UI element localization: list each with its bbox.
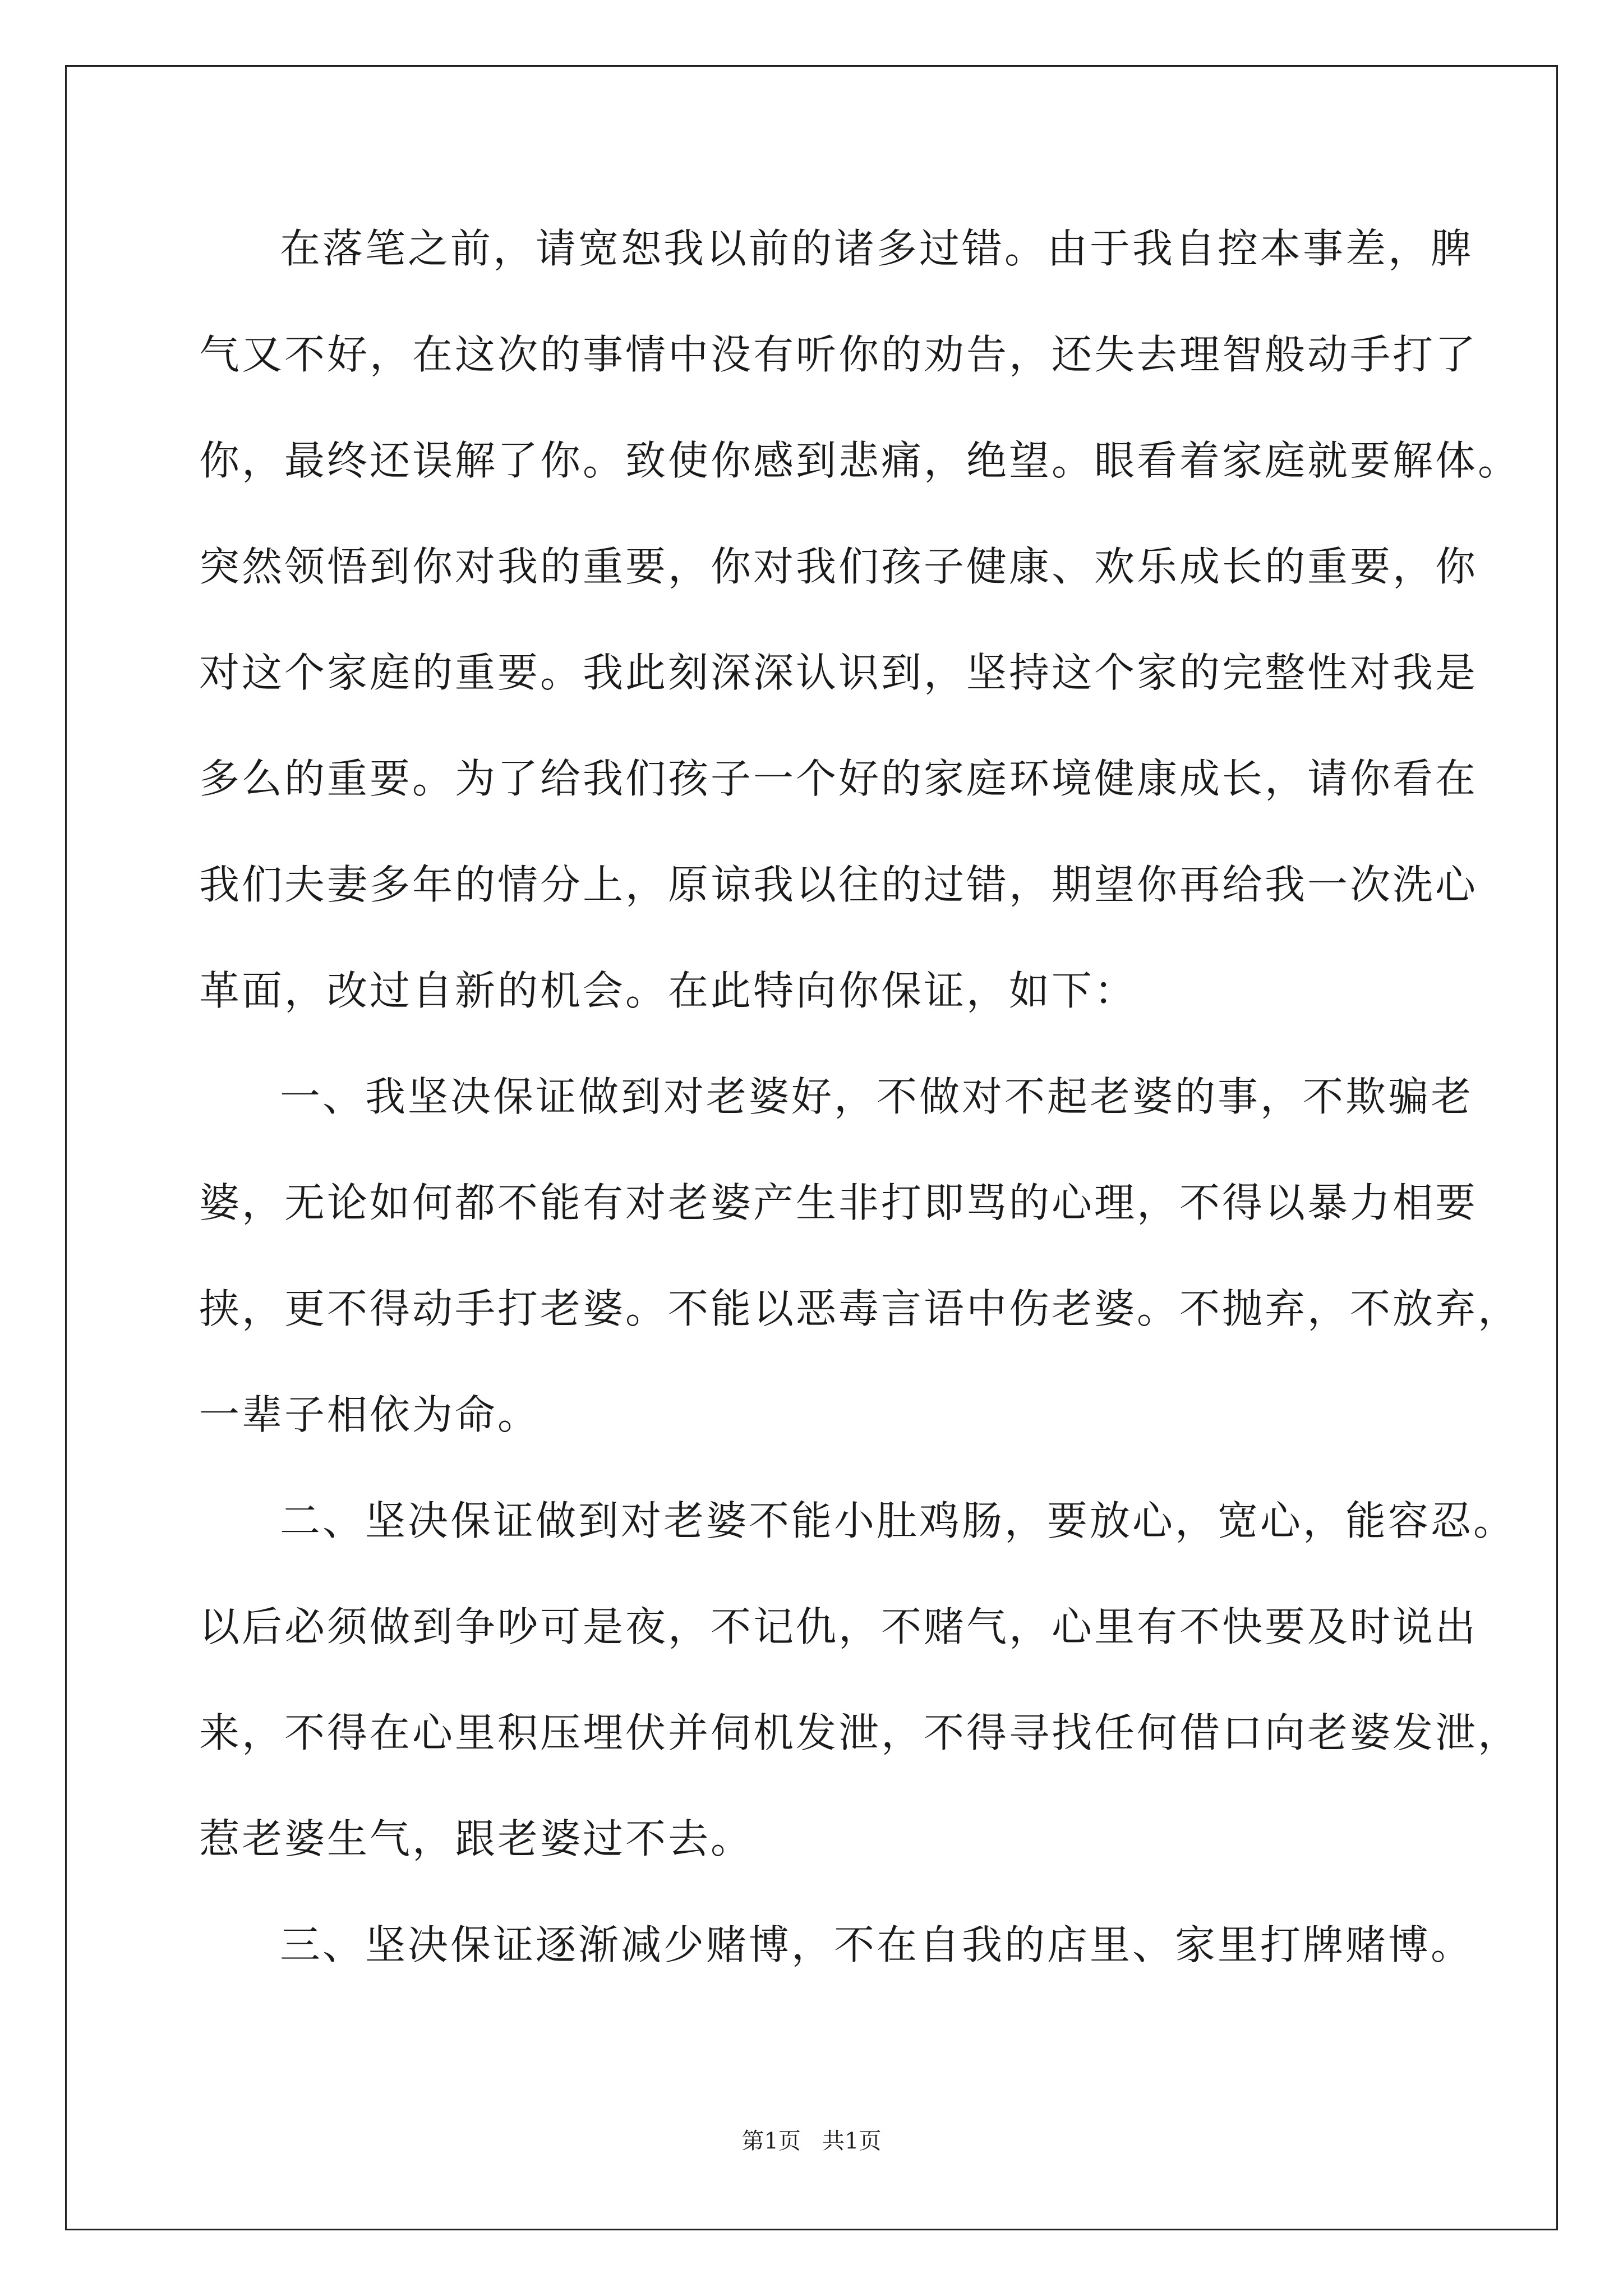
paragraph-1-line-8: 革面，改过自新的机会。在此特向你保证，如下：: [199, 967, 1137, 1014]
paragraph-1-line-6: 多么的重要。为了给我们孩子一个好的家庭环境健康成长，请你看在: [199, 755, 1478, 802]
paragraph-1-line-2: 气又不好，在这次的事情中没有听你的劝告，还失去理智般动手打了: [199, 331, 1478, 378]
paragraph-1-line-1: 在落笔之前，请宽恕我以前的诸多过错。由于我自控本事差，脾: [280, 225, 1474, 272]
paragraph-2-line-4: 一辈子相依为命。: [199, 1391, 541, 1438]
paragraph-2-line-3: 挟，更不得动手打老婆。不能以恶毒言语中伤老婆。不抛弃，不放弃，: [199, 1285, 1521, 1332]
paragraph-2-line-2: 婆，无论如何都不能有对老婆产生非打即骂的心理，不得以暴力相要: [199, 1179, 1478, 1226]
page-border: [65, 65, 1558, 2230]
paragraph-2-line-1: 一、我坚决保证做到对老婆好，不做对不起老婆的事，不欺骗老: [280, 1073, 1474, 1120]
paragraph-1-line-5: 对这个家庭的重要。我此刻深深认识到，坚持这个家的完整性对我是: [199, 649, 1478, 696]
paragraph-1-line-7: 我们夫妻多年的情分上，原谅我以往的过错，期望你再给我一次洗心: [199, 861, 1478, 908]
page-number-footer: 第1页 共1页: [741, 2128, 882, 2154]
paragraph-3-line-3: 来，不得在心里积压埋伏并伺机发泄，不得寻找任何借口向老婆发泄，: [199, 1709, 1521, 1756]
paragraph-4-line-1: 三、坚决保证逐渐减少赌博，不在自我的店里、家里打牌赌博。: [280, 1921, 1474, 1968]
paragraph-3-line-4: 惹老婆生气，跟老婆过不去。: [199, 1815, 754, 1862]
paragraph-1-line-3: 你，最终还误解了你。致使你感到悲痛，绝望。眼看着家庭就要解体。: [199, 437, 1521, 484]
paragraph-3-line-2: 以后必须做到争吵可是夜，不记仇，不赌气，心里有不快要及时说出: [199, 1603, 1478, 1650]
paragraph-1-line-4: 突然领悟到你对我的重要，你对我们孩子健康、欢乐成长的重要，你: [199, 543, 1478, 590]
paragraph-3-line-1: 二、坚决保证做到对老婆不能小肚鸡肠，要放心，宽心，能容忍。: [280, 1497, 1516, 1544]
